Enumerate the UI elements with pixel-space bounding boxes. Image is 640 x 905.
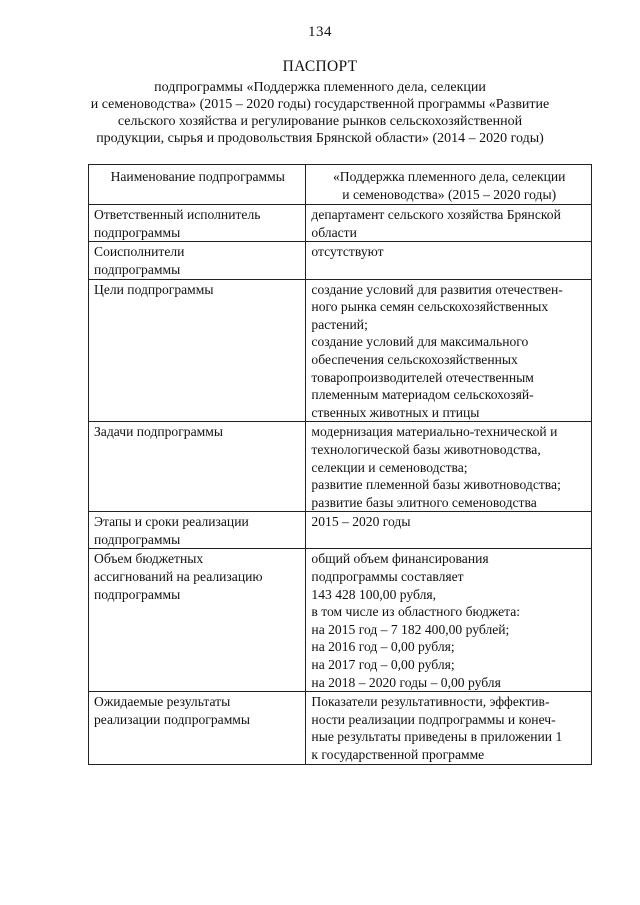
row-value-line: подпрограммы составляет [311, 569, 464, 585]
row-value-line: ственных животных и птицы [311, 404, 480, 420]
row-label-line: реализации подпрограммы [94, 711, 251, 727]
subtitle-line: и семеноводства» (2015 – 2020 годы) государственной программы «Развитие [90, 97, 550, 112]
row-label-line: Ожидаемые результаты [94, 694, 231, 710]
row-label-line: Этапы и сроки реализации [94, 514, 249, 530]
row-value-line: создание условий для развития отечествен- [311, 281, 563, 297]
row-value-line: обеспечения сельскохозяйственных [311, 351, 518, 367]
subtitle-line: продукции, сырья и продовольствия Брянской области» (2014 – 2020 годы) [96, 131, 544, 146]
row-value-line: Показатели результативности, эффектив- [311, 694, 550, 710]
row-value-cell [306, 242, 592, 279]
row-label-line: Ответственный исполнитель [94, 207, 261, 223]
row-label-line: подпрограммы [94, 261, 181, 277]
row-label-line: подпрограммы [94, 586, 181, 602]
row-label-line: ассигнований на реализацию [94, 569, 263, 585]
row-value-line: в том числе из областного бюджета: [311, 604, 521, 620]
row-value-line: модернизация материально-технической и [311, 424, 558, 440]
row-label-line: Задачи подпрограммы [94, 424, 223, 440]
table-row [89, 549, 592, 692]
row-value-line: развитие племенной базы животноводства; [311, 477, 561, 493]
header-cell-name [89, 165, 306, 205]
row-value-line: на 2017 год – 0,00 рубля; [311, 657, 455, 673]
row-value-line: растений; [311, 316, 368, 332]
row-value-line: 143 428 100,00 рубля, [311, 586, 437, 602]
row-value-line: ные результаты приведены в приложении 1 [311, 729, 563, 745]
row-value-line: департамент сельского хозяйства Брянской [311, 207, 561, 223]
row-value-line: создание условий для максимального [311, 334, 529, 350]
row-label-cell [89, 242, 306, 279]
row-label-cell [89, 205, 306, 242]
row-label-line: Цели подпрограммы [94, 281, 214, 297]
table-row [89, 422, 592, 512]
row-label-cell [89, 422, 306, 512]
row-value-line: на 2018 – 2020 годы – 0,00 рубля [311, 674, 501, 690]
row-label-cell [89, 512, 306, 549]
header-cell-value [306, 165, 592, 205]
page-number: 134 [308, 24, 332, 40]
table-row [89, 512, 592, 549]
row-value-line: области [311, 224, 357, 240]
row-value-cell [306, 279, 592, 422]
row-label-cell [89, 549, 306, 692]
header-value-line: и семеноводства» (2015 – 2020 годы) [342, 186, 557, 202]
row-label-cell [89, 692, 306, 764]
table-row [89, 242, 592, 279]
row-label-cell [89, 279, 306, 422]
row-label-line: подпрограммы [94, 531, 181, 547]
row-value-line: племенным материадом сельскохозяй- [311, 387, 534, 403]
row-label-line: подпрограммы [94, 224, 181, 240]
row-value-cell [306, 512, 592, 549]
row-value-line: к государственной программе [311, 747, 485, 762]
row-value-line: ности реализации подпрограммы и конеч- [311, 711, 556, 727]
subtitle-line: подпрограммы «Поддержка племенного дела, селекции [154, 80, 486, 95]
row-value-cell [306, 422, 592, 512]
header-label: Наименование подпрограммы [110, 169, 285, 184]
row-value-cell [306, 692, 592, 764]
row-value-cell [306, 549, 592, 692]
row-value-line: технологической базы животноводства, [311, 441, 541, 457]
row-value-line: отсутствуют [311, 244, 384, 260]
row-value-line: общий объем финансирования [311, 551, 489, 567]
row-label-line: Объем бюджетных [94, 551, 204, 567]
passport-table [88, 164, 592, 765]
table-header-row [89, 165, 592, 205]
row-value-line: на 2016 год – 0,00 рубля; [311, 639, 455, 655]
row-label-line: Соисполнители [94, 244, 185, 260]
row-value-line: ного рынка семян сельскохозяйственных [311, 299, 549, 315]
table-row [89, 205, 592, 242]
row-value-line: 2015 – 2020 годы [311, 514, 411, 530]
row-value-line: селекции и семеноводства; [311, 459, 468, 475]
row-value-line: развитие базы элитного семеноводства [311, 494, 537, 510]
header-value-line: «Поддержка племенного дела, селекции [332, 169, 566, 184]
document-subtitle [88, 79, 552, 147]
row-value-cell [306, 205, 592, 242]
row-value-line: товаропроизводителей отечественным [311, 369, 534, 385]
table-row [89, 279, 592, 422]
subtitle-line: сельского хозяйства и регулирование рынков сельскохозяйственной [117, 114, 523, 129]
table-row [89, 692, 592, 764]
row-value-line: на 2015 год – 7 182 400,00 рублей; [311, 621, 510, 637]
document-title: ПАСПОРТ [282, 58, 358, 75]
